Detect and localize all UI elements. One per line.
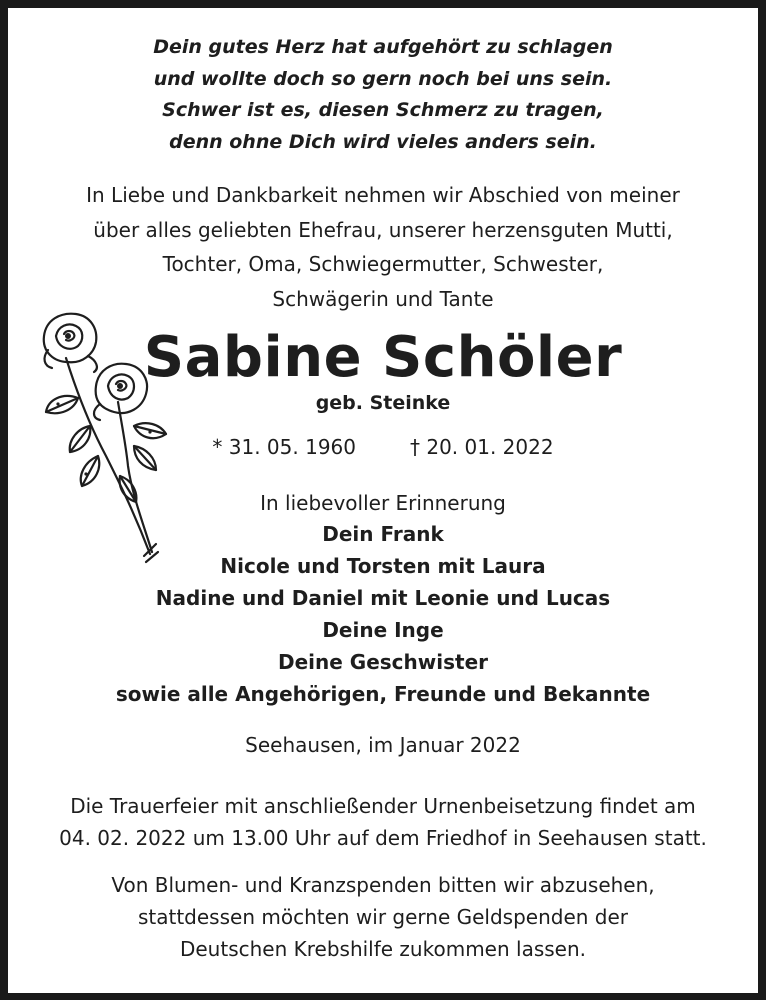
intro-line: über alles geliebten Ehefrau, unserer herzensguten Mutti, xyxy=(93,217,673,242)
farewell-intro xyxy=(8,178,758,316)
deceased-name: Sabine Schöler xyxy=(143,325,623,390)
obituary-card xyxy=(8,8,758,993)
mourner-line: Deine Geschwister xyxy=(278,650,488,674)
poem-line: Schwer ist es, diesen Schmerz zu tragen, xyxy=(162,99,604,121)
mourner-line: Nicole und Torsten mit Laura xyxy=(220,554,546,578)
poem-line: und wollte doch so gern noch bei uns sein. xyxy=(153,67,613,90)
mourner-line: Dein Frank xyxy=(322,522,444,546)
ceremony-info xyxy=(8,790,758,854)
mourners-list xyxy=(8,518,758,710)
intro-line: In Liebe und Dankbarkeit nehmen wir Abschied von meiner xyxy=(86,183,680,207)
donation-line: stattdessen möchten wir gerne Geldspenden der xyxy=(137,905,629,929)
donation-note xyxy=(8,869,758,965)
ceremony-line: 04. 02. 2022 um 13.00 Uhr auf dem Friedhof in Seehausen statt. xyxy=(59,826,707,850)
memory-label: In liebevoller Erinnerung xyxy=(260,491,506,515)
birth-name: geb. Steinke xyxy=(315,392,451,414)
place-date: Seehausen, im Januar 2022 xyxy=(245,733,521,757)
poem-line: Dein gutes Herz hat aufgehört zu schlagen xyxy=(153,36,613,58)
life-dates xyxy=(8,432,758,462)
intro-line: Tochter, Oma, Schwiegermutter, Schwester, xyxy=(162,252,604,276)
birth-date: * 31. 05. 1960 xyxy=(212,435,356,459)
mourner-line: sowie alle Angehörigen, Freunde und Bekannte xyxy=(115,682,651,706)
poem-line: denn ohne Dich wird vieles anders sein. xyxy=(169,130,597,153)
mourner-line: Nadine und Daniel mit Leonie und Lucas xyxy=(155,586,611,610)
donation-line: Von Blumen- und Kranzspenden bitten wir abzusehen, xyxy=(111,873,655,897)
poem xyxy=(8,32,758,158)
death-date: † 20. 01. 2022 xyxy=(410,435,554,459)
mourner-line: Deine Inge xyxy=(322,618,444,642)
donation-line: Deutschen Krebshilfe zukommen lassen. xyxy=(179,937,587,961)
intro-line: Schwägerin und Tante xyxy=(272,286,494,311)
ceremony-line: Die Trauerfeier mit anschließender Urnenbeisetzung findet am xyxy=(70,794,696,818)
